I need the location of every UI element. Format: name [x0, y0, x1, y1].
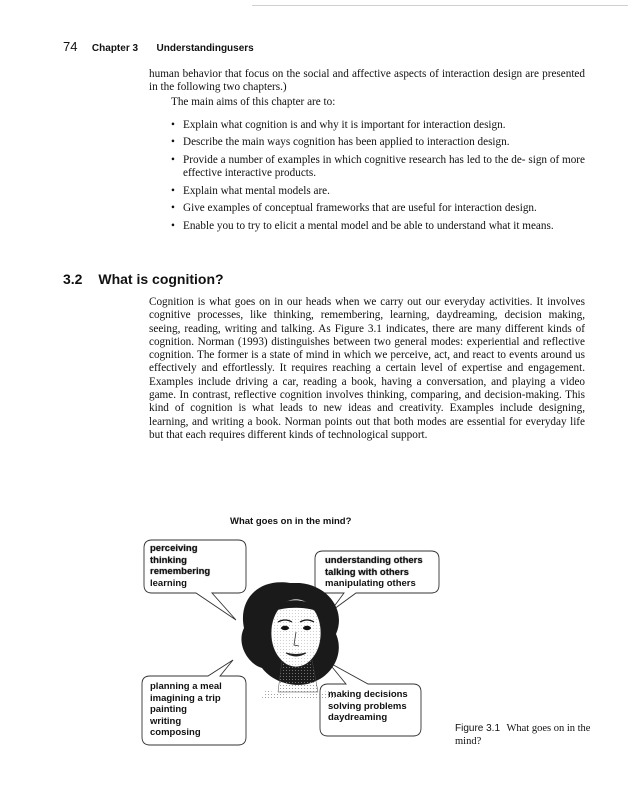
list-item: • Explain what cognition is and why it is important for interaction design. [171, 119, 506, 131]
bubble-text: manipulating others [325, 578, 416, 589]
bubble-text: talking with others [325, 566, 409, 578]
bullet-icon: • [171, 202, 175, 215]
list-item: • Provide a number of examples in which cognitive research has led to the de- sign of more effective interactive products. [171, 153, 585, 180]
bubble-text: making decisions [328, 689, 408, 700]
bubble-text: writing [150, 715, 182, 727]
bullet-icon: • [171, 136, 175, 149]
bubble-text: solving problems [328, 700, 407, 712]
bubble-text: painting [150, 704, 187, 715]
page-number: 74 [63, 39, 78, 54]
bullet-icon: • [171, 219, 175, 232]
figure-caption [455, 722, 595, 748]
list-item: • Enable you to try to elicit a mental model and be able to understand what it means. [171, 219, 554, 232]
list-item: • Give examples of conceptual frameworks that are useful for interaction design. [171, 202, 537, 215]
chapter-title: Understandingusers [156, 43, 254, 54]
list-item: • Describe the main ways cognition has been applied to interaction design. [171, 136, 510, 149]
list-item: • Explain what mental models are. [171, 184, 330, 197]
bubble-text: daydreaming [328, 712, 388, 723]
bubble-top-left [150, 543, 210, 589]
section-body: Cognition is what goes on in our heads when we carry out our everyday activities. It involves cognitive processes, like thinking, remembering, learning, daydreaming, decision making, seeing, reading, writing and talking. As Figure 3.1 indicates, there are many different kinds of cognition. Norman (1993) distinguishes between two general modes: experiential and reflective cognition. The former is a state of mind in which we perceive, act, and react to events around us effectively and effortlessly. It requires reaching a certain level of expertise and engagement. Examples include driving a car, reading a book, having a conversation, and playing a video game. In contrast, reflective cognition involves thinking, comparing, and decision-making. This kind of cognition is what leads to new ideas and creativity. Examples include designing, learning, and writing a book. Norman points out that both modes are essential for everyday life but that each requires different kinds of technological support. [149, 296, 585, 441]
bubble-bottom-left [150, 681, 222, 739]
figure-title: What goes on in the mind? [230, 516, 352, 527]
bullet-icon: • [171, 153, 175, 166]
aims-intro: The main aims of this chapter are to: [171, 96, 336, 108]
chapter-label: Chapter 3 [91, 43, 139, 54]
bubble-text: planning a meal [150, 681, 222, 692]
bubble-top-right [325, 555, 423, 590]
caption-text: What goes on in the mind? [455, 723, 591, 747]
bubble-text: remembering [150, 566, 211, 577]
bubble-text: understanding others [325, 555, 423, 566]
bullet-icon: • [171, 119, 175, 131]
bubble-bottom-right [328, 689, 408, 724]
caption-label: Figure 3.1 [455, 723, 501, 734]
bubble-text: thinking [150, 554, 187, 566]
woman-face-drawing [241, 582, 339, 698]
section-title: What is cognition? [98, 271, 224, 287]
bubble-text: learning [150, 577, 187, 589]
bubble-text: composing [150, 727, 201, 738]
bubble-text: imagining a trip [150, 692, 221, 704]
intro-paragraph: human behavior that focus on the social and affective aspects of interaction design are presented in the following two chapters.) [149, 68, 585, 94]
bubble-text: perceiving [150, 543, 198, 554]
bullet-icon: • [171, 184, 175, 197]
section-number: 3.2 [63, 271, 83, 287]
